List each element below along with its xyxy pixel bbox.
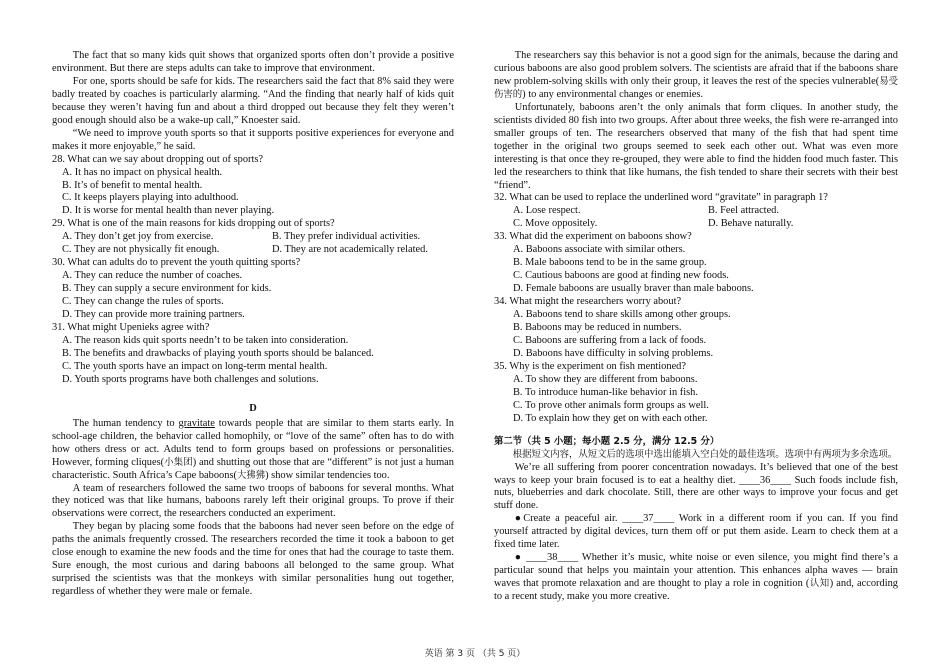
text-segment: ) and shutting out those that are “different” is not just a human characteristic. South Africa’s Cape baboons( xyxy=(52,456,454,481)
option: C. They are not physically fit enough. xyxy=(62,244,220,256)
option: C. They can change the rules of sports. xyxy=(62,296,224,308)
passage-d-paragraph-1 xyxy=(52,418,454,483)
text-segment: ) to any environmental changes or enemies. xyxy=(522,88,704,100)
option: A. Lose respect. xyxy=(513,205,581,217)
text-segment: The human tendency to xyxy=(72,417,179,429)
option: D. Behave naturally. xyxy=(708,218,794,230)
question-34 xyxy=(494,296,898,361)
text-segment: ● ____38____ Whether it’s music, white noise or even silence, you might find there’s a particular sound that helps you maintain your attention. This enhances alpha waves — brain waves that promote relaxation and are thought to play a role in cognition ( xyxy=(494,552,898,590)
text-segment: towards people that are similar to them starts early. In school-age children, the behavior called homophily, or “love of the same” often has to do with how others dress or act. Adults tend to form groups based on professions or personalities. However, forming cliques( xyxy=(52,417,454,468)
option: C. The youth sports have an impact on long-term mental health. xyxy=(62,360,328,372)
question-33 xyxy=(494,231,898,296)
question-stem: 32. What can be used to replace the underlined word “gravitate” in paragraph 1? xyxy=(494,192,828,204)
option: A. To show they are different from baboons. xyxy=(513,373,698,385)
chinese-gloss: 大狒狒 xyxy=(236,469,266,481)
cloze-paragraph-2: ●Create a peaceful air. ____37____ Work in a different room if you can. If you find yourself attracted by digital devices, turn them off or put them aside. Learn to check them at a fixed time later. xyxy=(494,513,898,551)
chinese-gloss: 易受伤害的 xyxy=(494,75,898,100)
question-32 xyxy=(494,192,898,231)
question-35 xyxy=(494,361,898,426)
passage-d-paragraph-4 xyxy=(494,50,898,102)
passage-c-paragraph-2: For one, sports should be safe for kids. The researchers said the fact that 8% said they were badly treated by coaches is particularly alarming. “And the finding that nearly half of kids quit because they weren’t having fun and about a third dropped out because they felt they weren’t good enough should also be a wake-up call,” Knoester said. xyxy=(52,75,454,126)
text-segment: The researchers say this behavior is not a good sign for the animals, because the daring and curious baboons are also good problem solvers. The scientists are afraid that if the baboons share new problem-solving skills with only their group, it leaves the rest of the species vulnerable( xyxy=(494,50,898,87)
option: D. Youth sports programs have both challenges and solutions. xyxy=(62,373,319,385)
option: D. Female baboons are usually braver than male baboons. xyxy=(513,283,754,295)
passage-c-paragraph-3: “We need to improve youth sports so that it supports positive experiences for everyone and makes it more enjoyable,” he said. xyxy=(52,127,454,152)
question-stem: 34. What might the researchers worry about? xyxy=(494,296,682,308)
section-heading-d: D xyxy=(249,402,257,414)
option: B. Baboons may be reduced in numbers. xyxy=(513,322,682,334)
page-footer: 英语 第 3 页 （共 5 页） xyxy=(424,649,526,659)
option: D. It is worse for mental health than never playing. xyxy=(62,205,275,217)
right-column xyxy=(494,50,898,604)
option: C. Cautious baboons are good at finding new foods. xyxy=(513,270,729,282)
option: B. They can supply a secure environment for kids. xyxy=(62,283,272,295)
question-31 xyxy=(52,322,454,387)
cloze-paragraph-1: We’re all suffering from poorer concentration nowadays. It’s believed that one of the best ways to keep your brain focused is to eat a healthy diet. ____36____ Such foods include fish, nuts, blueberries and dark chocolate. Still, there are other ways to improve your focus and get stuff done. xyxy=(494,461,898,512)
option: D. They are not academically related. xyxy=(272,244,428,256)
section-2-instructions: 根据短文内容，从短文后的选项中选出能填入空白处的最佳选项。选项中有两项为多余选项。 xyxy=(512,448,898,460)
option: D. Baboons have difficulty in solving problems. xyxy=(513,347,714,359)
section-2-title: 第二节（共 5 小题；每小题 2.5 分，满分 12.5 分） xyxy=(494,435,720,447)
option: A. It has no impact on physical health. xyxy=(62,166,223,178)
text-segment: ) show similar tendencies too. xyxy=(265,469,390,481)
option: D. To explain how they get on with each other. xyxy=(513,412,708,424)
question-stem: 29. What is one of the main reasons for kids dropping out of sports? xyxy=(52,218,335,230)
option: A. They don’t get joy from exercise. xyxy=(62,231,214,243)
option: B. They prefer individual activities. xyxy=(272,231,421,243)
option: A. They can reduce the number of coaches. xyxy=(62,270,243,282)
option: A. Baboons associate with similar others. xyxy=(513,244,686,256)
question-stem: 28. What can we say about dropping out of sports? xyxy=(52,153,264,165)
option: A. Baboons tend to share skills among other groups. xyxy=(513,309,731,321)
passage-d-paragraph-5: Unfortunately, baboons aren’t the only animals that form cliques. In another study, the scientists divided 80 fish into two groups. After about three weeks, the fish were re-arranged into smaller groups of ten. The researchers observed that many of the fish that had spent time together in the original two groups seemed to seek each other out. What was even more interesting is that once they re-grouped, they were able to find the hidden food much faster. This led the researchers to think that like humans, the fish tended to share their secrets with their best “friend”. xyxy=(494,101,898,191)
question-29 xyxy=(52,218,454,257)
passage-d-paragraph-2: A team of researchers followed the same two troops of baboons for several months. What they noticed was that like humans, baboons rarely left their original groups. To prove if their observations were correct, the researchers conducted an experiment. xyxy=(52,482,454,520)
passage-c-paragraph-1: The fact that so many kids quit shows that organized sports often don’t provide a positive environment. But there are steps adults can take to improve that environment. xyxy=(52,50,454,74)
option: B. To introduce human-like behavior in fish. xyxy=(513,386,698,398)
question-30 xyxy=(52,257,454,322)
question-stem: 33. What did the experiment on baboons show? xyxy=(494,231,692,243)
question-stem: 31. What might Upenieks agree with? xyxy=(52,322,210,334)
text-segment: ) and, according to a recent study, make you more creative. xyxy=(494,578,898,603)
option: C. It keeps players playing into adulthood. xyxy=(62,192,239,204)
left-column xyxy=(52,50,454,599)
chinese-gloss: 认知 xyxy=(809,578,830,590)
passage-d-paragraph-3: They began by placing some foods that the baboons had never seen before on the edge of paths the animals frequently crossed. The researchers recorded the time it took a baboon to get close enough to examine the new foods and the time for ones that had the courage to taste them. Sure enough, the most curious and daring baboons all belonged to the same group. What surprised the scientists was that the monkeys with similar personalities hung out together, regardless of whether they were male or female. xyxy=(52,521,454,598)
question-stem: 35. Why is the experiment on fish mentioned? xyxy=(494,360,686,372)
cloze-paragraph-3 xyxy=(494,552,898,604)
option: A. The reason kids quit sports needn’t to be taken into consideration. xyxy=(62,334,349,346)
underlined-word: gravitate xyxy=(178,417,215,429)
option: B. Male baboons tend to be in the same group. xyxy=(513,257,707,269)
option: C. Baboons are suffering from a lack of foods. xyxy=(513,334,707,346)
option: C. Move oppositely. xyxy=(513,218,598,230)
question-stem: 30. What can adults do to prevent the youth quitting sports? xyxy=(52,257,301,269)
option: D. They can provide more training partners. xyxy=(62,309,245,321)
option: B. The benefits and drawbacks of playing youth sports should be balanced. xyxy=(62,347,374,359)
option: B. It’s of benefit to mental health. xyxy=(62,179,203,191)
question-28 xyxy=(52,154,454,219)
chinese-gloss: 小集团 xyxy=(164,456,193,468)
option: B. Feel attracted. xyxy=(708,205,779,217)
option: C. To prove other animals form groups as well. xyxy=(513,399,709,411)
